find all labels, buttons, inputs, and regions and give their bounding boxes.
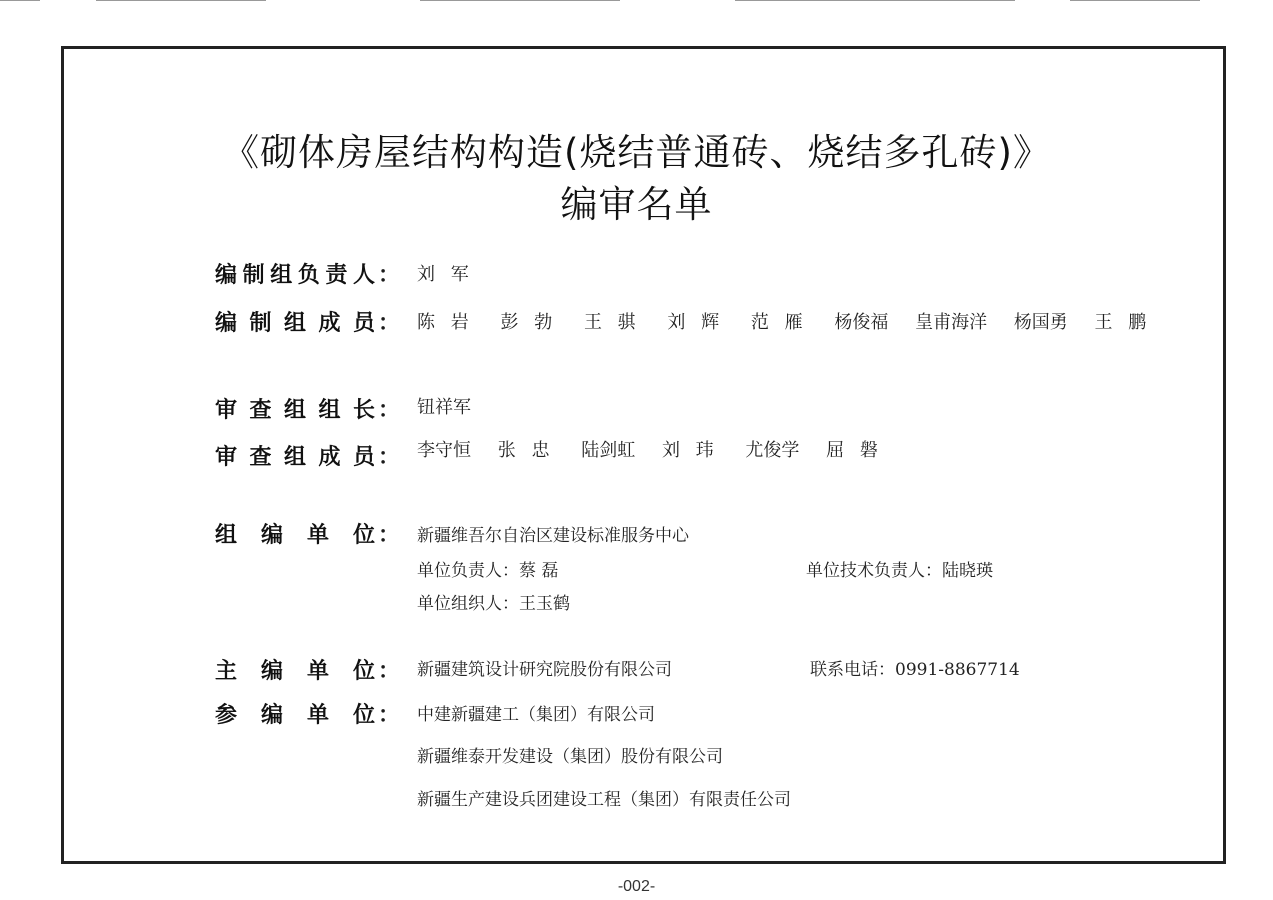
scan-artifact-top-left	[0, 0, 40, 1]
unit-head: 单位负责人：蔡 磊	[417, 561, 559, 581]
label-review-members: 审 查 组 成 员	[215, 445, 375, 470]
person-name: 王 鹏	[1094, 312, 1152, 333]
participating-unit: 中建新疆建工（集团）有限公司	[417, 705, 655, 725]
person-name: 张 忠	[497, 440, 555, 461]
person-name: 屈 磐	[826, 440, 883, 461]
colon: ：	[378, 659, 401, 684]
document-title: 《砌体房屋结构构造(烧结普通砖、烧结多孔砖)》	[222, 131, 1051, 174]
compile-leader-names	[417, 260, 495, 286]
label-compile-members: 编 制 组 成 员	[215, 311, 375, 336]
review-leader-names	[417, 393, 492, 419]
person-name: 王 骐	[583, 312, 641, 333]
label-review-leader: 审 查 组 组 长	[215, 398, 375, 423]
participating-unit: 新疆生产建设兵团建设工程（集团）有限责任公司	[417, 790, 791, 810]
person-name: 刘 玮	[661, 440, 719, 461]
colon: ：	[378, 263, 401, 288]
person-name: 陈 岩	[417, 312, 474, 333]
review-member-names	[417, 436, 904, 462]
organizing-unit-name: 新疆维吾尔自治区建设标准服务中心	[417, 526, 689, 546]
person-name: 杨国勇	[1013, 312, 1068, 333]
contact-phone: 联系电话：0991-8867714	[810, 660, 1020, 680]
colon: ：	[378, 311, 401, 336]
colon: ：	[378, 398, 401, 423]
person-name: 李守恒	[417, 440, 471, 461]
person-name: 刘 辉	[667, 312, 725, 333]
document-subtitle: 编审名单	[560, 183, 713, 226]
person-name: 皇甫海洋	[915, 312, 988, 333]
colon: ：	[378, 445, 401, 470]
colon: ：	[378, 703, 401, 728]
label-participating-units: 参 编 单 位	[215, 703, 375, 728]
unit-organizer: 单位组织人：王玉鹤	[417, 594, 570, 614]
person-name: 范 雁	[750, 312, 808, 333]
person-name: 陆剑虹	[581, 440, 636, 461]
unit-tech-head: 单位技术负责人：陆晓瑛	[806, 561, 993, 581]
scan-artifact-top-far-right	[1070, 0, 1200, 1]
label-compile-leader: 编 制 组 负 责 人	[215, 263, 375, 288]
chief-unit-name: 新疆建筑设计研究院股份有限公司	[417, 660, 672, 680]
label-chief-unit: 主 编 单 位	[215, 659, 375, 684]
person-name: 钮祥军	[417, 397, 471, 418]
compile-member-names	[417, 308, 1172, 334]
colon: ：	[378, 523, 401, 548]
scan-artifact-top-mid2	[420, 0, 620, 1]
person-name: 刘 军	[417, 264, 474, 285]
page-number: -002-	[617, 878, 656, 895]
person-name: 彭 勃	[500, 312, 558, 333]
scan-artifact-top-right	[735, 0, 1015, 1]
scan-artifact-top-mid	[96, 0, 266, 1]
person-name: 尤俊学	[745, 440, 800, 461]
person-name: 杨俊福	[834, 312, 889, 333]
participating-unit: 新疆维泰开发建设（集团）股份有限公司	[417, 747, 723, 767]
label-organizing-unit: 组 编 单 位	[215, 523, 375, 548]
